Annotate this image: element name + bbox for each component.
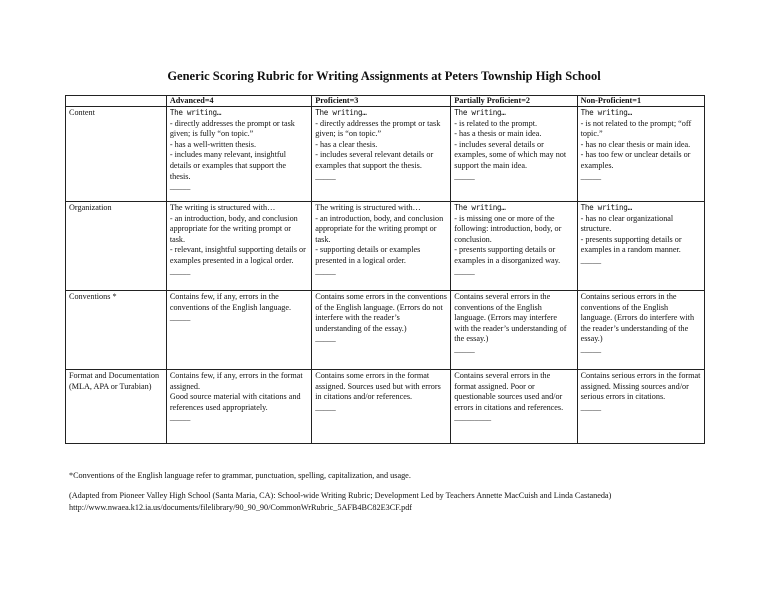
score-blank: _____ xyxy=(580,344,602,354)
cell-lead: The writing is structured with… xyxy=(169,203,276,212)
rubric-cell xyxy=(312,370,451,444)
cell-line: - includes many relevant, insightful details or examples that support the thesis. xyxy=(169,150,287,181)
level-header: Non-Proficient=1 xyxy=(577,96,704,107)
conventions-footnote: *Conventions of the English language refer to grammar, punctuation, spelling, capitalization, and usage. xyxy=(69,471,411,480)
cell-line: Contains few, if any, errors in the format assigned. xyxy=(169,371,303,391)
cell-line: - has a well-written thesis. xyxy=(169,139,257,149)
rubric-cell xyxy=(312,291,451,370)
cell-line: - includes several relevant details or examples that support the thesis. xyxy=(315,150,434,170)
rubric-cell xyxy=(577,370,704,444)
score-blank: _____ xyxy=(315,266,336,276)
cell-lead: The writing… xyxy=(169,108,222,117)
score-blank: _____ xyxy=(315,402,336,412)
rubric-cell xyxy=(577,291,704,370)
cell-line: - supporting details or examples presented in a logical order. xyxy=(315,245,421,265)
score-blank: _________ xyxy=(454,413,492,423)
rubric-row-conventions xyxy=(66,291,705,370)
cell-line: Contains several errors in the format assigned. Poor or questionable sources used and/or errors in citations and references. xyxy=(454,371,564,412)
cell-line: Contains few, if any, errors in the conventions of the English language. xyxy=(169,292,292,312)
score-blank: _____ xyxy=(315,334,336,344)
source-url[interactable]: http://www.nwaea.k12.ia.us/documents/filelibrary/90_90_90/CommonWrRubric_5AFB4BC82E3CF.pdf xyxy=(69,503,413,512)
cell-line: - has a clear thesis. xyxy=(315,139,378,149)
score-blank: _____ xyxy=(169,266,191,276)
cell-line: - relevant, insightful supporting details or examples presented in a logical order. xyxy=(169,245,306,265)
category-label: Content xyxy=(66,107,167,202)
score-blank: _____ xyxy=(580,171,602,181)
cell-line: - presents supporting details or examples in a random manner. xyxy=(580,234,682,255)
cell-line: - is not related to the prompt; “off topic.” xyxy=(580,118,692,139)
cell-lead: The writing is structured with… xyxy=(315,203,421,212)
rubric-cell xyxy=(577,202,704,291)
score-blank: _____ xyxy=(169,413,191,423)
cell-line: - includes several details or examples, some of which may not support the main idea. xyxy=(454,139,567,170)
score-blank: _____ xyxy=(580,402,602,412)
score-blank: _____ xyxy=(454,266,475,276)
rubric-header-row xyxy=(66,96,705,107)
cell-line: - presents supporting details or examples in a disorganized way. xyxy=(454,245,561,265)
cell-lead: The writing… xyxy=(580,108,632,117)
level-header: Advanced=4 xyxy=(166,96,311,107)
category-header-cell xyxy=(66,96,167,107)
rubric-cell xyxy=(166,370,311,444)
rubric-row-organization xyxy=(66,202,705,291)
category-label: Organization xyxy=(66,202,167,291)
rubric-cell xyxy=(166,202,311,291)
category-label: Conventions * xyxy=(66,291,167,370)
rubric-cell xyxy=(312,202,451,291)
rubric-cell xyxy=(451,107,577,202)
cell-line: - has a thesis or main idea. xyxy=(454,129,542,139)
cell-line: Contains some errors in the conventions of the English language. (Errors do not interfere with the reader’s understanding of the essay.) xyxy=(315,292,447,333)
cell-line: - an introduction, body, and conclusion appropriate for the writing prompt or task. xyxy=(169,213,298,244)
rubric-cell xyxy=(166,291,311,370)
cell-line: Contains several errors in the conventions of the English language. (Errors may interfere with the reader’s understanding of the essay.) xyxy=(454,292,567,344)
rubric-cell xyxy=(451,370,577,444)
cell-line: Contains serious errors in the format assigned. Missing sources and/or serious errors in citations. xyxy=(580,371,701,402)
cell-line: - an introduction, body, and conclusion appropriate for the writing prompt or task. xyxy=(315,213,444,244)
rubric-cell xyxy=(166,107,311,202)
credit-line: (Adapted from Pioneer Valley High School (Santa Maria, CA): School-wide Writing Rubric; Development Led by Teachers Annette MacCuish and Linda Castaneda) xyxy=(69,491,612,500)
cell-line: - has too few or unclear details or examples. xyxy=(580,150,691,170)
score-blank: _____ xyxy=(315,171,336,181)
score-blank: _____ xyxy=(580,255,602,265)
cell-line: - has no clear organizational structure. xyxy=(580,213,674,234)
cell-lead: The writing… xyxy=(454,203,506,212)
cell-line: - is missing one or more of the following: introduction, body, or conclusion. xyxy=(454,213,562,244)
cell-line: - directly addresses the prompt or task given; is fully “on topic.” xyxy=(169,118,295,139)
cell-line: - directly addresses the prompt or task given; is “on topic.” xyxy=(315,118,441,139)
cell-line: Good source material with citations and references used appropriately. xyxy=(169,392,301,412)
score-blank: _____ xyxy=(169,182,191,192)
category-label: Format and Documentation (MLA, APA or Turabian) xyxy=(66,370,167,444)
rubric-row-content xyxy=(66,107,705,202)
cell-lead: The writing… xyxy=(315,108,367,117)
rubric-table xyxy=(65,95,705,444)
rubric-row-format xyxy=(66,370,705,444)
cell-line: Contains some errors in the format assigned. Sources used but with errors in citations and/or references. xyxy=(315,371,441,402)
score-blank: _____ xyxy=(454,171,475,181)
cell-line: - has no clear thesis or main idea. xyxy=(580,139,691,149)
rubric-cell xyxy=(577,107,704,202)
level-header: Proficient=3 xyxy=(312,96,451,107)
cell-line: - is related to the prompt. xyxy=(454,118,538,128)
rubric-cell xyxy=(312,107,451,202)
score-blank: _____ xyxy=(454,344,475,354)
rubric-cell xyxy=(451,291,577,370)
cell-lead: The writing… xyxy=(454,108,506,117)
level-header: Partially Proficient=2 xyxy=(451,96,577,107)
cell-lead: The writing… xyxy=(580,203,632,212)
document-title: Generic Scoring Rubric for Writing Assignments at Peters Township High School xyxy=(167,69,601,83)
rubric-cell xyxy=(451,202,577,291)
cell-line: Contains serious errors in the conventions of the English language. (Errors do interfere with the reader’s understanding of the essay.) xyxy=(580,292,695,344)
score-blank: _____ xyxy=(169,313,191,323)
